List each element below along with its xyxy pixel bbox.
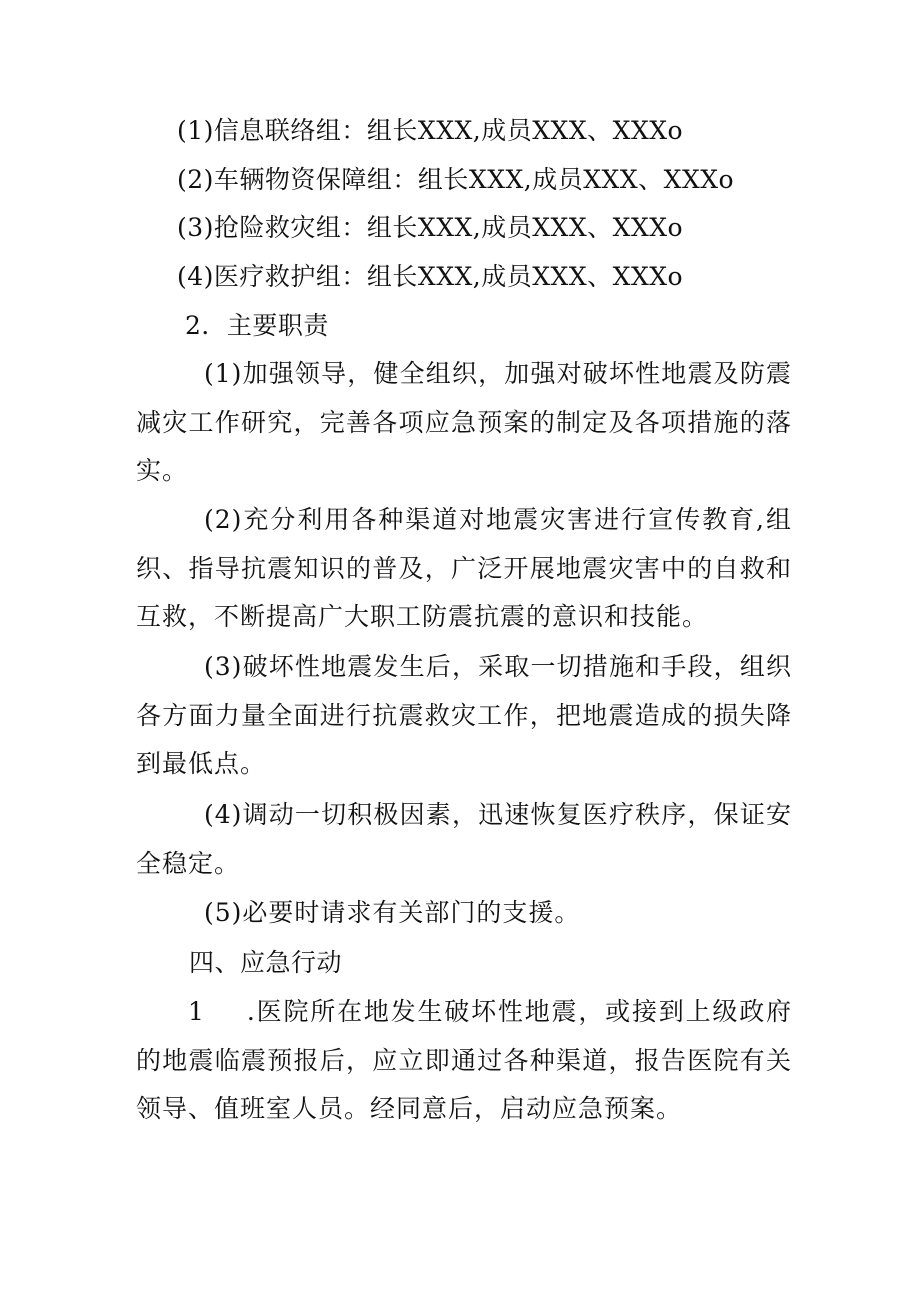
duty-text-2: (2)充分利用各种渠道对地震灾害进行宣传教育,组织、指导抗震知识的普及，广泛开展地震灾害中的自救和互救，不断提高广大职工防震抗震的意识和技能。: [136, 505, 792, 631]
group-item-info: (1)信息联络组：组长XXX,成员XXX、XXXo: [177, 116, 684, 145]
duty-paragraph-3: [136, 643, 792, 789]
group-item-vehicle: (2)车辆物资保障组：组长XXX,成员XXX、XXXo: [177, 165, 735, 194]
duty-paragraph-4: [136, 791, 792, 888]
duty-text-1: (1)加强领导，健全组织，加强对破坏性地震及防震减灾工作研究，完善各项应急预案的制定及各项措施的落实。: [136, 359, 792, 485]
section-heading-emergency-action: 四、应急行动: [189, 948, 343, 977]
action-number-1: 1: [188, 997, 205, 1026]
action-text-1: .医院所在地发生破坏性地震，或接到上级政府的地震临震预报后，应立即通过各种渠道，报告医院有关领导、值班室人员。经同意后，启动应急预案。: [136, 997, 792, 1123]
duty-paragraph-5: [136, 889, 792, 938]
duty-text-5: (5)必要时请求有关部门的支援。: [204, 898, 581, 927]
section-heading-main-duties: 2．主要职责: [185, 311, 329, 340]
group-item-medical: (4)医疗救护组：组长XXX,成员XXX、XXXo: [177, 262, 684, 291]
action-paragraph-1: [136, 988, 792, 1134]
duty-text-3: (3)破坏性地震发生后，采取一切措施和手段，组织各方面力量全面进行抗震救灾工作，把地震造成的损失降到最低点。: [136, 652, 792, 778]
duty-paragraph-1: [136, 350, 792, 496]
duty-text-4: (4)调动一切积极因素，迅速恢复医疗秩序，保证安全稳定。: [136, 800, 792, 878]
duty-paragraph-2: [136, 496, 792, 642]
group-item-rescue: (3)抢险救灾组：组长XXX,成员XXX、XXXo: [177, 213, 684, 242]
